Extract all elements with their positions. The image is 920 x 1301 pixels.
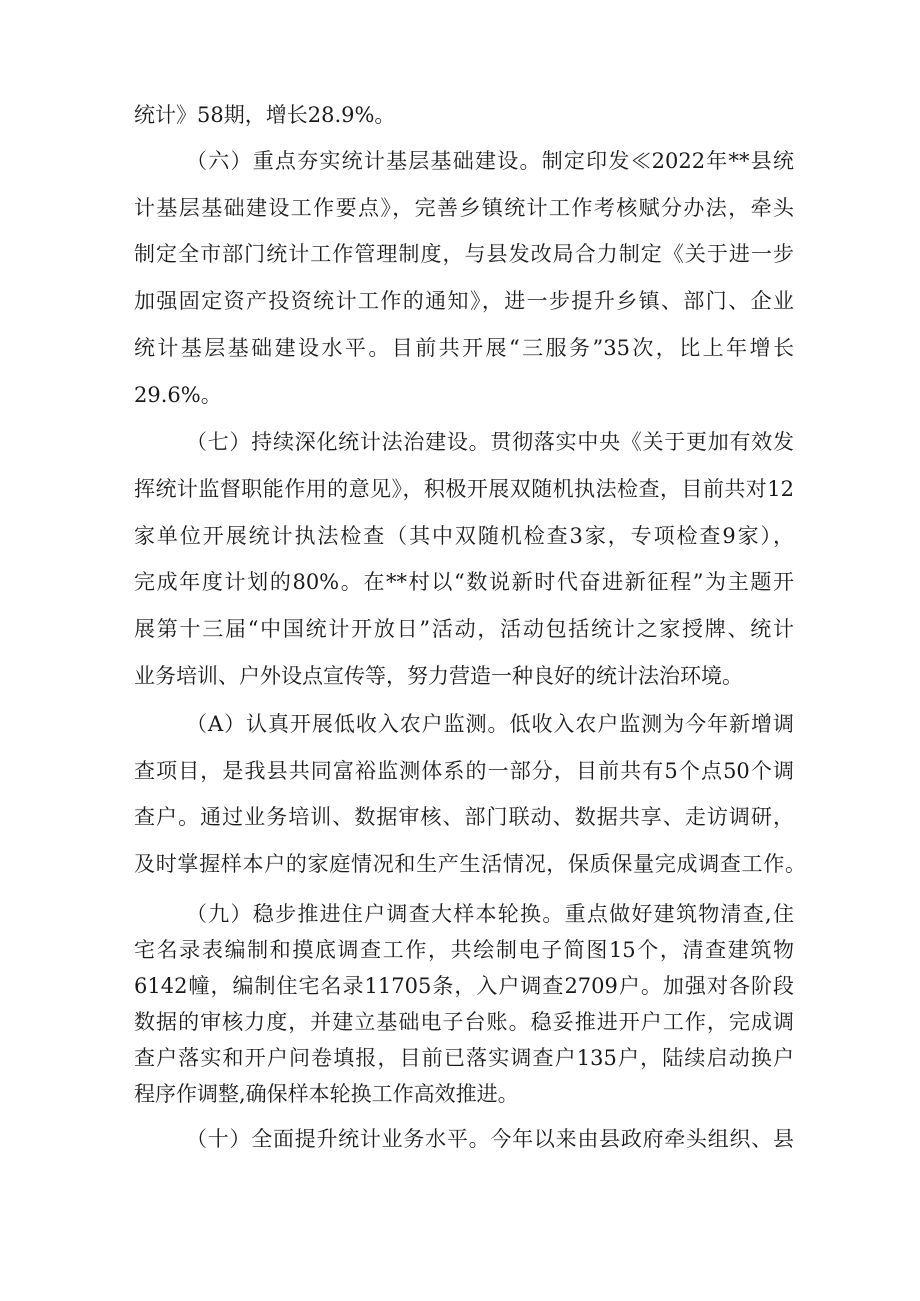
paragraph-first-line: （十）全面提升统计业务水平。今年以来由县政府牵头组织、县 [186, 1127, 794, 1151]
paragraph-first-line: （七）持续深化统计法治建设。贯彻落实中央《关于更加有效发 [186, 430, 794, 454]
text-line: 制定全市部门统计工作管理制度，与县发改局合力制定《关于进一步 [134, 242, 794, 266]
text-line: 计基层基础建设工作要点》，完善乡镇统计工作考核赋分办法，牵头 [134, 196, 794, 220]
paragraph-first-line: （六）重点夯实统计基层基础建设。制定印发≪2022年**县统 [186, 149, 794, 173]
text-line: 展第十三届“中国统计开放日”活动，活动包括统计之家授牌、统计 [134, 617, 794, 641]
paragraph-first-line: （A）认真开展低收入农户监测。低收入农户监测为今年新增调 [186, 712, 794, 736]
text-line: 挥统计监督职能作用的意见》，积极开展双随机执法检查，目前共对12 [134, 477, 794, 501]
text-line: 查户落实和开户问卷填报，目前已落实调查户135户，陆续启动换户 [134, 1046, 794, 1070]
text-line: 统计基层基础建设水平。目前共开展“三服务”35次，比上年增长 [134, 336, 794, 360]
paragraph-last-line: 29.6%。 [134, 383, 222, 407]
text-line: 数据的审核力度，并建立基础电子台账。稳妥推进开户工作，完成调 [134, 1010, 794, 1034]
text-line: 6142幢，编制住宅名录11705条，入户调查2709户。加强对各阶段 [134, 974, 794, 998]
text-line: 宅名录表编制和摸底调查工作，共绘制电子简图15个，清查建筑物 [134, 938, 794, 962]
paragraph-first-line: （九）稳步推进住户调查大样本轮换。重点做好建筑物清查,住 [186, 902, 794, 926]
paragraph-last-line: 及时掌握样本户的家庭情况和生产生活情况，保质保量完成调查工作。 [134, 852, 806, 876]
text-line: 加强固定资产投资统计工作的通知》，进一步提升乡镇、部门、企业 [134, 289, 794, 313]
text-line: 查户。通过业务培训、数据审核、部门联动、数据共享、走访调研， [134, 805, 794, 829]
text-line: 家单位开展统计执法检查（其中双随机检查3家，专项检查9家）， [134, 524, 794, 548]
paragraph-last-line: 业务培训、户外设点宣传等，努力营造一种良好的统计法治环境。 [134, 664, 743, 688]
paragraph-last-line: 程序作调整,确保样本轮换工作高效推进。 [134, 1082, 519, 1106]
text-line: 完成年度计划的80%。在**村以“数说新时代奋进新征程”为主题开 [134, 570, 794, 594]
text-line: 统计》58期，增长28.9%。 [134, 103, 396, 127]
text-line: 查项目，是我县共同富裕监测体系的一部分，目前共有5个点50个调 [134, 759, 794, 783]
